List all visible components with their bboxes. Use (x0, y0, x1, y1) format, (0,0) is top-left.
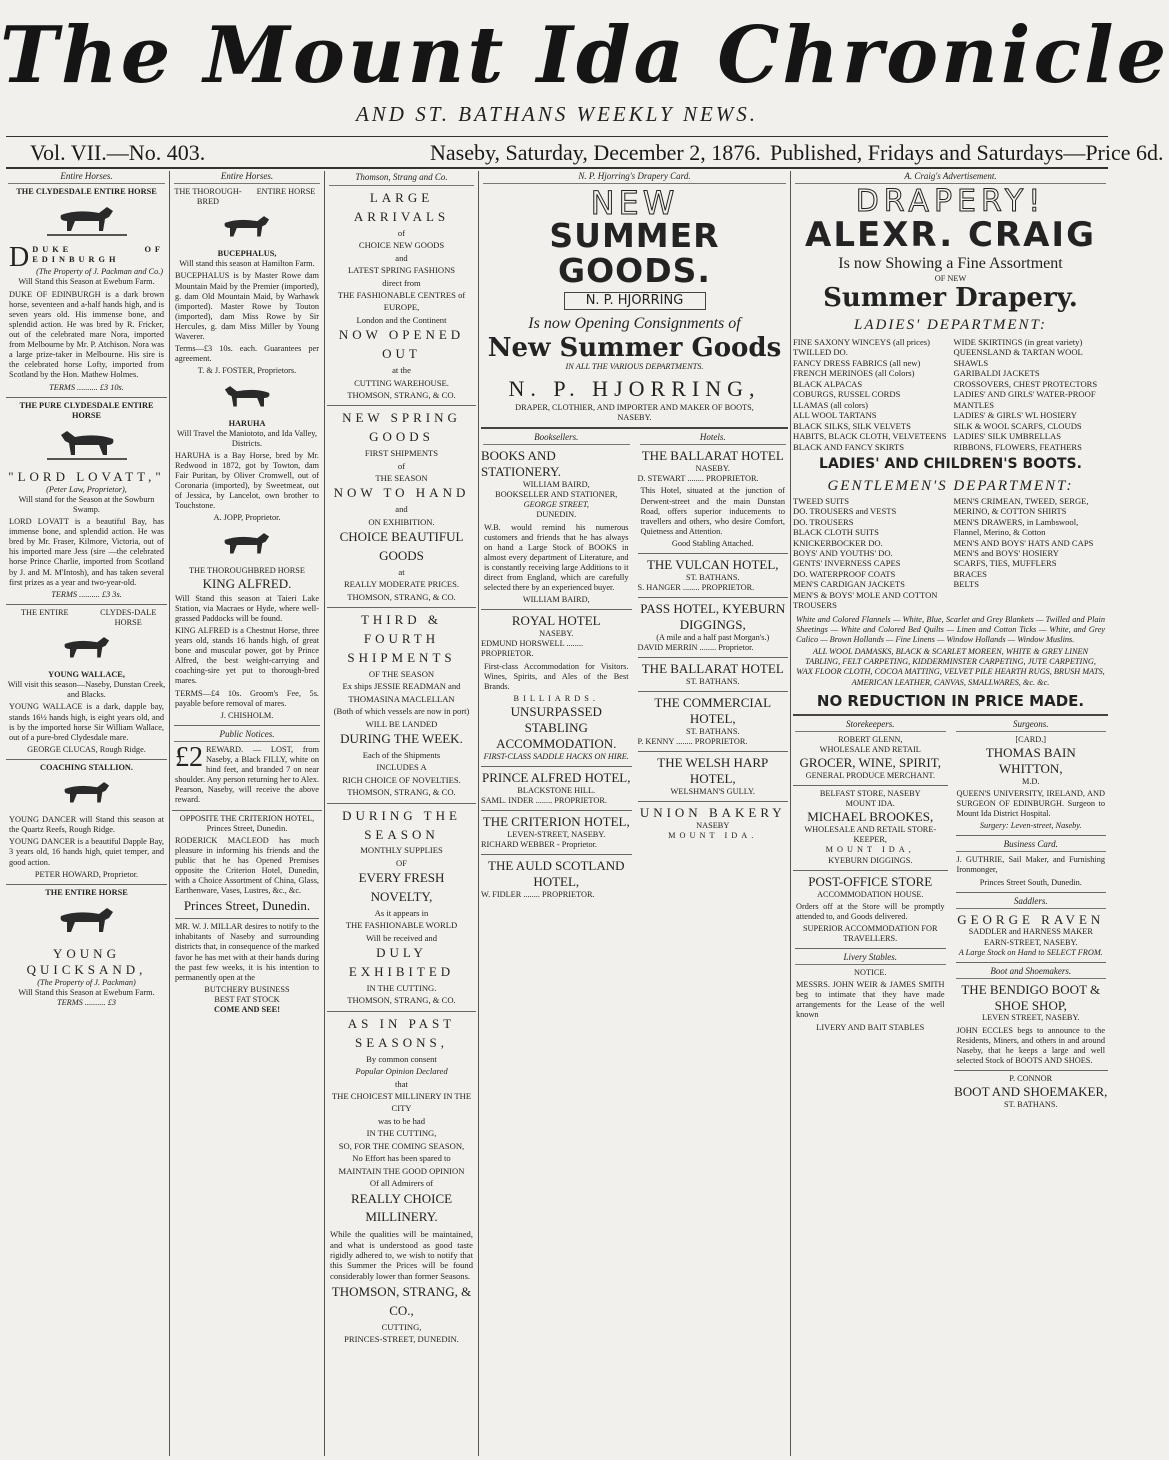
masthead-rule-bottom (6, 167, 1108, 169)
ad-owner: (Peter Law, Proprietor), (46, 484, 127, 494)
listing-town: NASEBY (696, 820, 730, 830)
horse-name: DUKE OF EDINBURGH (32, 245, 164, 265)
firm-name: THOMSON, STRANG, & CO., (331, 1283, 472, 1318)
horse-illustration (212, 528, 282, 562)
listing-line: UNSURPASSED STABLING ACCOMMODATION. (496, 704, 617, 751)
drapery-list-item: DO. TROUSERS (793, 516, 854, 527)
ad-line: Ex ships JESSIE READMAN and THOMASINA MACLELLAN (342, 681, 461, 704)
drapery-list-item: LADIES' SILK UMBRELLAS (953, 431, 1062, 442)
section-header: N. P. Hjorring's Drapery Card. (483, 171, 786, 184)
drapery-list-item: MEN'S and BOYS' HOSIERY (953, 548, 1060, 558)
flannels-list: White and Colored Flannels — White, Blue, Scarlet and Grey Blankets — Twilled and Plain Sheetings — White and Colored Bed Quilts — Linen and Cotton Ticks — White, and Grey Calico — Brown Hollands — Fine Linens — Window Hollands — Window Muslins. (796, 614, 1105, 645)
listing-line: M.D. (1021, 776, 1040, 786)
ad-line: was to be had (377, 1115, 425, 1126)
listing-head: POST-OFFICE STORE (793, 870, 948, 890)
listing-line: Good Stabling Attached. (671, 538, 754, 548)
listing-head: THE BALLARAT HOTEL (641, 448, 784, 464)
ad-line: WILL BE LANDED (365, 718, 438, 729)
column-5 (793, 171, 1108, 1456)
ad-line: THE CHOICEST MILLINERY IN THE CITY (331, 1090, 472, 1114)
ad-line: REALLY MODERATE PRICES. (343, 579, 460, 590)
listing-trade: BOOT AND SHOEMAKER, (954, 1084, 1108, 1100)
listing-head: BOOKS AND STATIONERY. (481, 448, 561, 480)
drapery-list-item: BELTS (953, 579, 979, 590)
ad-owner: (The Property of J. Packman) (37, 977, 136, 987)
listing-head: THE COMMERCIAL HOTEL, (638, 691, 789, 727)
listing-line: LIVERY AND BAIT STABLES (816, 1022, 925, 1032)
listing-town: NASEBY. (695, 464, 730, 474)
horse-name: HARUHA (228, 418, 266, 428)
listing-town: MOUNT IDA. (845, 799, 895, 809)
ad-signature: T. & J. FOSTER, Proprietors. (197, 366, 297, 376)
horse-name: YOUNG QUICKSAND, (26, 945, 147, 977)
listing-name: ROBERT GLENN, (838, 734, 903, 744)
listing-head: THE BENDIGO BOOT & SHOE SHOP, (961, 981, 1101, 1013)
ad-line: London and the Continent (356, 314, 447, 325)
ad-line: CHOICE BEAUTIFUL GOODS (339, 529, 464, 564)
drapery-list-item: DO. WATERPROOF COATS (793, 568, 896, 579)
ad-body: While the qualities will be maintained, and what is understood as good taste rigidly adhered to, we wish to notify that this Summer the Prices will be found considerably lower than former Seasons. (330, 1229, 473, 1281)
ad-line: By common consent (366, 1053, 437, 1064)
section-header: Boot and Shoemakers. (956, 962, 1107, 979)
drapery-list-item: MEN'S CARDIGAN JACKETS (793, 579, 905, 590)
drapery-list-item: MEN'S CRIMEAN, TWEED, SERGE, MERINO, & COTTON SHIRTS (953, 495, 1089, 517)
ad-lead: YOUNG DANCER will Stand this season at the Quartz Reefs, Rough Ridge. (9, 815, 164, 835)
notice-shop: BUTCHERY BUSINESS (204, 984, 290, 994)
ad-line: NOW OPENED OUT (338, 327, 465, 362)
listing-body: QUEEN'S UNIVERSITY, IRELAND, AND SURGEON OF EDINBURGH. Surgeon to Mount Ida District Hospital. (956, 788, 1105, 819)
banner-new: NEW (590, 183, 679, 222)
drapery-list-item: GARIBALDI JACKETS (953, 368, 1040, 379)
ad-owner: (The Property of J. Packman and Co.) (36, 267, 164, 277)
ad-terms: TERMS—£4 10s. Groom's Fee, 5s. payable before removal of mares. (175, 688, 319, 708)
listing-line: A Large Stock on Hand to SELECT FROM. (958, 947, 1103, 957)
ad-left-caption: THE ENTIRE (20, 607, 69, 617)
column-4 (481, 171, 788, 1456)
listing-trade: WHOLESALE AND RETAIL (819, 745, 921, 755)
listing-line: GENERAL PRODUCE MERCHANT. (805, 771, 935, 781)
listings-grid (793, 714, 1108, 1110)
dateline (0, 140, 1164, 168)
listing-town: WELSHMAN'S GULLY. (670, 786, 755, 796)
ad-line: Popular Opinion Declared (355, 1066, 448, 1077)
listing-proprietor: W. FIDLER ........ PROPRIETOR. (481, 889, 595, 899)
ad-line: of (397, 460, 406, 471)
ad-headline: NEW SPRING GOODS (327, 405, 476, 447)
listing-line: EARN-STREET, NASEBY. (984, 937, 1078, 947)
listing-proprietor: DAVID MERRIN ........ Proprietor. (637, 642, 754, 652)
listing-head: THE BALLARAT HOTEL (638, 657, 789, 677)
ad-body: YOUNG DANCER is a beautiful Dapple Bay, 3 years old, 16 hands high, quiet temper, and good action. (9, 837, 164, 867)
ad-stand: Will Stand this Season at Ewebum Farm. (18, 987, 155, 997)
listing-head: THE WELSH HARP HOTEL, (638, 751, 789, 787)
ad-line: MONTHLY SUPPLIES (360, 845, 443, 856)
column-rule (169, 171, 170, 1456)
ad-line: LATEST SPRING FASHIONS (347, 265, 456, 276)
listing-line: Surgery: Leven-street, Naseby. (979, 821, 1082, 831)
horse-illustration (212, 211, 282, 245)
horse-illustration (52, 632, 122, 666)
listing-body: MESSRS. JOHN WEIR & JAMES SMITH beg to intimate that they have made arrangements for the Lease of the well known (796, 980, 945, 1020)
publication-info: Published, Fridays and Saturdays—Price 6d. (770, 140, 1164, 165)
listing-proprietor: RICHARD WEBBER - Proprietor. (481, 839, 598, 849)
ad-line: ON EXHIBITION. (368, 516, 435, 527)
ad-stand: Will stand this season at Hamilton Farm. (179, 259, 315, 269)
section-header: Livery Stables. (795, 948, 946, 965)
section-header: Saddlers. (956, 892, 1107, 909)
notice-end: COME AND SEE! (214, 1005, 280, 1015)
notice-meat: BEST FAT STOCK (214, 995, 280, 1004)
drapery-list-item: CROSSOVERS, CHEST PROTECTORS (953, 378, 1098, 389)
ad-line: DURING THE WEEK. (340, 731, 463, 747)
ad-line: REALLY CHOICE MILLINERY. (350, 1190, 453, 1225)
listing-town: NASEBY. (539, 629, 574, 639)
listing-proprietor: S. HANGER ........ PROPRIETOR. (637, 583, 755, 593)
drapery-list-item: SCARFS, TIES, MUFFLERS (953, 558, 1057, 569)
listing-town: MOUNT IDA, (825, 845, 915, 855)
listing-head: BELFAST STORE, NASEBY (793, 785, 948, 799)
gents-list-right (954, 496, 1109, 611)
ad-terms: TERMS .......... £3 3s. (51, 589, 122, 599)
listing-town: KYEBURN DIGGINGS. (828, 855, 913, 865)
column-rule (790, 171, 791, 1456)
summer-drapery: Summer Drapery. (823, 282, 1078, 313)
listing-body: This Hotel, situated at the junction of Derwent-street and the main Dunstan Road, offers superior inducements to travellers and others, who desire Comfort, Quietness and Attention. (640, 486, 785, 536)
listing-signature: WILLIAM BAIRD, (522, 595, 590, 605)
gents-department: GENTLEMEN'S DEPARTMENT: (827, 478, 1074, 495)
drapery-list-item: BOYS' AND YOUTHS' DO. (793, 548, 893, 558)
section-header: Booksellers. (483, 432, 630, 445)
ad-line: (Both of which vessels are now in port) (333, 706, 470, 717)
listing-line: SUPERIOR ACCOMMODATION FOR TRAVELLERS. (802, 923, 938, 943)
ad-line: and (395, 252, 408, 263)
horse-illustration (212, 381, 282, 415)
ad-title: THE ENTIRE HORSE (6, 884, 167, 898)
drapery-list-item: BLACK CLOTH SUITS (793, 527, 879, 538)
horse-illustration (47, 201, 127, 241)
listing-line: GROCER, WINE, SPIRIT, (799, 755, 941, 771)
ad-line: As it appears in (374, 907, 429, 918)
ad-line: Will be received and (366, 932, 437, 943)
name-box: N. P. HJORRING (564, 292, 706, 310)
column-rule (324, 171, 325, 1456)
drapery-list-item: SILK & WOOL SCARFS, CLOUDS (953, 420, 1082, 431)
ad-line: of (397, 227, 406, 238)
section-header: Storekeepers. (795, 719, 946, 732)
ladies-lists (793, 337, 1108, 452)
ad-signature: A. JOPP, Proprietor. (213, 513, 281, 523)
firm-name: THOMSON, STRANG, & CO. (347, 995, 456, 1006)
ad-line: direct from (382, 277, 421, 288)
ad-title: THE CLYDESDALE ENTIRE HORSE (16, 186, 157, 196)
drapery-list-item: GENTS' INVERNESS CAPES (793, 558, 901, 569)
listing-proprietor: SAML. INDER ........ PROPRIETOR. (481, 795, 607, 805)
section-header: Thomson, Strang and Co. (329, 171, 474, 186)
notice-body: RODERICK MACLEOD has much pleasure in informing his friends and the public that he has Opened Premises opposite the Criterion Hotel, Dunedin, with a Choice Assortment of China, Glass, Earthenware, Vases, Lustres, &c., &c. (175, 835, 319, 896)
ad-signature: GEORGE CLUCAS, Rough Ridge. (27, 744, 146, 754)
ad-signature: PETER HOWARD, Proprietor. (34, 869, 139, 879)
listing-street: GEORGE STREET, (523, 500, 589, 510)
ad-line: SO, FOR THE COMING SEASON, (338, 1140, 465, 1151)
horse-illustration (47, 902, 127, 942)
listing-head: UNION BAKERY (638, 801, 789, 821)
ad-line: CUTTING, (381, 1321, 422, 1332)
listing-body: J. GUTHRIE, Sail Maker, and Furnishing Ironmonger, (956, 855, 1105, 875)
listing-line: Princes Street South, Dunedin. (979, 877, 1082, 887)
ad-body: BUCEPHALUS is by Master Rowe dam Mountain Maid by the Premier (imported), g. dam Old Mountain Maid, by Warhawk (imported). Master Rowe by Touton (imported), dam Miss Rowe by Sir Hercules, g. dam Miss Miller by Young Waverer. (175, 271, 319, 342)
drapery-list-item: BRACES (953, 568, 987, 579)
ad-header-pair (172, 187, 322, 207)
ad-headline: LARGE ARRIVALS (353, 190, 450, 224)
listing-body: Orders off at the Store will be promptly attended to, and Goods delivered. (796, 901, 945, 921)
listing-line: ACCOMMODATION HOUSE. (817, 889, 924, 899)
listing-name: THOMAS BAIN WHITTON, (985, 745, 1076, 776)
drapery-list-item: FINE SAXONY WINCEYS (all prices) (793, 336, 931, 347)
section-header: Entire Horses. (8, 171, 165, 184)
listing-name: P. CONNOR (954, 1070, 1109, 1084)
listing-head: PRINCE ALFRED HOTEL, (481, 766, 632, 786)
ad-terms: Terms—£3 10s. each. Guarantees per agreement. (175, 344, 319, 364)
volume-number: Vol. VII.—No. 403. (30, 140, 206, 165)
listing-line: [CARD.] (1015, 734, 1047, 744)
firm-name: THOMSON, STRANG, & CO. (347, 389, 456, 400)
ad-line: at the (392, 365, 411, 376)
ad-stand: Will Travel the Maniototo, and Ida Valley, Districts. (176, 428, 317, 448)
horse-name: KING ALFRED. (202, 575, 292, 591)
ad-line: at (398, 566, 405, 577)
ladies-list-right (954, 337, 1109, 452)
ad-headline: AS IN PAST SEASONS, (327, 1011, 476, 1053)
ad-body: LORD LOVATT is a beautiful Bay, has immense bone, and splendid action. He was bred by Mr. Fraser, Kilmore, Victoria, out of his imported mare Jess (sire —the celebrated horse Prince Charlie, imported from Scotland by J. and M. M'Intosh), and has taken several first prizes as a year and two-year-old. (9, 517, 164, 587)
drapery-list-item: KNICKERBOCKER DO. (793, 537, 883, 548)
masthead-rule-top (6, 136, 1108, 137)
listing-town: ST. BATHANS. (685, 676, 740, 686)
ad-line: RICH CHOICE OF NOVELTIES. (342, 774, 461, 785)
ad-line: THE FASHIONABLE WORLD (345, 920, 458, 931)
ad-line: FIRST SHIPMENTS (364, 448, 439, 459)
listing-head: THE CRITERION HOTEL, (481, 810, 632, 830)
gents-list-left (793, 496, 948, 611)
ad-title: THE THOROUGHBRED HORSE (188, 565, 305, 575)
ad-line: CHOICE NEW GOODS (358, 240, 445, 251)
listing-town: BLACKSTONE HILL. (517, 785, 596, 795)
ladies-list-left (793, 337, 948, 452)
ad-body: KING ALFRED is a Chestnut Horse, three years old, stands 16 hands high, of great bone and muscular power, got by Prince Alfred, the best weight-carrying and coaching-sire yet put to thorough-bred mares. (175, 625, 319, 686)
drapery-list-item: LADIES' & GIRLS' WL HOSIERY (953, 410, 1077, 421)
ad-stand: Will Stand this season at Taieri Lake Station, via Macraes or Hyde, where well-grassed Paddocks will be found. (175, 593, 319, 623)
listing-proprietor: D. STEWART ........ PROPRIETOR. (637, 474, 759, 484)
drapery-list-item: RIBBONS, FLOWERS, FEATHERS (953, 441, 1082, 452)
damasks-list: ALL WOOL DAMASKS, BLACK & SCARLET MOREEN, WHITE & GREY LINEN TABLING, FELT CARPETING, KIDDERMINSTER CARPETING, JUTE CARPETING, WAX FLOOR CLOTH, COCOA MATTING, VELVET PILE HEARTH RUGS, BRUSH MATS, AMERICAN LEATHER, CANVAS, SMALLWARES, &c. &c. (796, 647, 1105, 687)
ad-line: OF THE SEASON (368, 668, 435, 679)
drapery-list-item: QUEENSLAND & TARTAN WOOL SHAWLS (953, 347, 1083, 368)
issue-date: Naseby, Saturday, December 2, 1876. (430, 140, 761, 165)
listings-grid (481, 427, 788, 899)
ad-right-caption: CLYDES-DALE HORSE (100, 607, 157, 627)
ad-line: IN THE CUTTING, (366, 1128, 437, 1139)
drapery-list-item: DO. TROUSERS and VESTS (793, 506, 897, 517)
firm-name: THOMSON, STRANG, & CO. (347, 591, 456, 602)
ad-line: Of all Admirers of (369, 1178, 434, 1189)
departments: IN ALL THE VARIOUS DEPARTMENTS. (565, 362, 704, 372)
merchant-name: N. P. HJORRING, (508, 376, 761, 402)
horse-name: "LORD LOVATT," (8, 468, 165, 484)
ad-line: IN THE CUTTING. (366, 983, 437, 994)
ad-headline: DURING THE SEASON (327, 803, 476, 845)
notice-address: Princes Street, Dunedin. (183, 898, 311, 914)
ad-stand: Will stand for the Season at the Sowburn Swamp. (18, 494, 155, 514)
opening-line: Is now Opening Consignments of (528, 315, 741, 333)
ad-line: CUTTING WAREHOUSE. (354, 377, 449, 388)
listing-head: THE AULD SCOTLAND HOTEL, (481, 854, 632, 890)
notice-head: OPPOSITE THE CRITERION HOTEL, Princes Street, Dunedin. (172, 810, 322, 834)
drapery-list-item: FANCY DRESS FABRICS (all new) (793, 357, 921, 368)
of-new: OF NEW (934, 273, 967, 283)
ad-terms: TERMS .......... £3 (57, 997, 116, 1007)
listing-body: First-class Accommodation for Visitors. Wines, Spirits, and Ales of the Best Brands. (484, 661, 629, 691)
no-reduction: NO REDUCTION IN PRICE MADE. (816, 691, 1085, 710)
drapery-list-item: WIDE SKIRTINGS (in great variety) (953, 336, 1083, 347)
drapery-list-item: MEN'S AND BOYS' HATS AND CAPS (953, 537, 1094, 548)
drapery-list-item: LLAMAS (all colors) (793, 399, 868, 410)
drapery-list-item: BLACK SILKS, SILK VELVETS (793, 420, 911, 431)
ad-line: EVERY FRESH NOVELTY, (358, 870, 445, 905)
ad-line: THE SEASON (375, 473, 428, 483)
section-header: A. Craig's Advertisement. (795, 171, 1106, 184)
ad-headline: THIRD & FOURTH SHIPMENTS (327, 607, 476, 668)
drapery-list-item: LADIES' AND GIRLS' WATER-PROOF MANTLES (953, 389, 1096, 410)
column-1: Entire Horses. THE CLYDESDALE ENTIRE HORSE DDUKE OF EDINBURGH (The Property of J. Packman and Co.) Will Stand this Season at Ewebum Farm. DUKE OF EDINBURGH is a dark brown horse, seventeen and a-half hands high, and is seven years old. His immense bone, and splendid action. He was bred by R. Fricker, out of the celebrated mare Nora, imported from Melbourne by Mr. P. Atchison. Nora was a large prize-taker in Melbourne. His sire is the celebrated horse Lofty, imported from Scotland by the Hon. Mathew Holmes. TERMS .......... £3 10s. THE PURE CLYDESDALE ENTIRE HORSE "LORD LOVATT," (Peter Law, Proprietor), Will stand for the Season at the Sowburn Swamp. LORD LOVATT is a beautiful Bay, has immense bone, and splendid action. He was bred by Mr. Fraser, Kilmore, Victoria, out of his imported mare Jess (sire —the celebrated horse Prince Charlie, imported from Scotland by J. and M. M'Intosh), and has taken several first prizes as a year and two-year-old. TERMS .......... £3 3s. THE ENTIRE CLYDES-DALE HORSE YOUNG WALLACE, Will visit this season—Naseby, Dunstan Creek, and Blacks. YOUNG WALLACE is a dark, dapple bay, stands 16½ hands high, is eight years old, and is by the imported horse Sir William Wallace, out of a pure-bred Clydesdale mare. GEORGE CLUCAS, Rough Ridge. COACHING STALLION. YOUNG DANCER will Stand this season at the Quartz Reefs, Rough Ridge. YOUNG DANCER is a beautiful Dapple Bay, 3 years old, 16 hands high, quiet temper, and good action. PETER HOWARD, Proprietor. THE ENTIRE HORSE YOUNG QUICKSAND, (The Property of J. Packman) Will Stand this Season at Ewebum Farm. TERMS .......... £3 (7, 171, 166, 1007)
horse-name: BUCEPHALUS, (217, 249, 277, 259)
horse-illustration (52, 777, 122, 811)
ad-terms: TERMS .......... £3 10s. (49, 382, 124, 392)
ad-header-pair (6, 604, 167, 628)
notice-body: MR. W. J. MILLAR desires to notify to the inhabitants of Naseby and surrounding districts that, in consequence of the marked favor he has met with at their hands during the past few weeks, it is his intention to permanently open at the (175, 918, 319, 983)
newspaper-subtitle: AND ST. BATHANS WEEKLY NEWS. (355, 102, 759, 126)
ad-right-caption: ENTIRE HORSE (256, 186, 316, 196)
listing-head: THE VULCAN HOTEL, (638, 553, 789, 573)
merchant-town: NASEBY. (617, 413, 652, 423)
listing-town: LEVEN-STREET, NASEBY. (507, 829, 606, 839)
ad-body: DUKE OF EDINBURGH is a dark brown horse, seventeen and a-half hands high, and is seven years old. His immense bone, and splendid action. He was bred by R. Fricker, out of the celebrated mare Nora, imported from Melbourne by Mr. P. Atchison. Nora was a large prize-taker in Melbourne. His sire is the celebrated horse Lofty, imported from Scotland by the Hon. Mathew Holmes. (9, 289, 164, 380)
listing-proprietor: EDMUND HORSWELL ........ PROPRIETOR. (481, 639, 584, 659)
listing-proprietor: P. KENNY ........ PROPRIETOR. (637, 736, 748, 746)
listing-line: BILLIARDS. (513, 693, 599, 703)
section-header: Surgeons. (956, 719, 1107, 732)
listing-name: GEORGE RAVEN (957, 911, 1105, 927)
reward-amount: £2 (175, 741, 203, 773)
drapery-list-item: ALL WOOL TARTANS (793, 410, 877, 421)
listing-line: LEVEN STREET, NASEBY. (982, 1013, 1080, 1023)
ad-line: OF (396, 857, 407, 868)
section-header: Public Notices. (174, 725, 320, 742)
ad-line: No Effort has been spared to (352, 1153, 451, 1164)
drapery-list-item: BLACK ALPACAS (793, 378, 863, 389)
ad-stand: Will visit this season—Naseby, Dunstan Creek, and Blacks. (7, 680, 166, 700)
listing-name: MICHAEL BROOKES, (807, 809, 934, 825)
listing-town: DUNEDIN. (536, 510, 577, 520)
newspaper-title: The Mount Ida Chronicle (0, 10, 1169, 101)
listing-body: JOHN ECCLES begs to announce to the Residents, Miners, and others in and around Naseby, that he keeps a large and well selected Stock of BOOTS AND SHOES. (956, 1025, 1105, 1065)
notice-body: REWARD. — LOST, from Naseby, a Black FILLY, white on hind feet, and branded 7 on near shoulder. Any person returning her to Alex. Pearson, Naseby, will receive the above reward. (175, 744, 319, 805)
section-header: Entire Horses. (174, 171, 320, 184)
ad-body: HARUHA is a Bay Horse, bred by Mr. Redwood in 1872, got by Towton, dam Fair Puritan, by Oliver Cromwell, out of Coronaria (imported), by Sweetmeat, out of Jessica, by Lancelot, own brother to Touchstone. (175, 450, 319, 511)
showing-line: Is now Showing a Fine Assortment (838, 255, 1063, 273)
listing-body: W.B. would remind his numerous customers and friends that he has always on hand a Large Stock of BOOKS in almost every department of Literature, and is constantly receiving large Additions to it direct from England, which are carefully selected there by an experienced buyer. (484, 522, 629, 593)
ad-line: PRINCES-STREET, DUNEDIN. (344, 1334, 459, 1344)
ad-left-caption: THE THOROUGH-BRED (174, 186, 242, 207)
column-rule (478, 171, 479, 1456)
drapery-list-item: TWILLED DO. (793, 347, 848, 358)
listing-town: ST. BATHANS. (685, 726, 740, 736)
listing-trade: WHOLESALE AND RETAIL STORE-KEEPER, (804, 825, 937, 845)
horse-illustration (47, 425, 127, 465)
ad-title: THE PURE CLYDESDALE ENTIRE HORSE (6, 397, 167, 421)
ad-line: INCLUDES A (376, 762, 427, 773)
horse-name: YOUNG WALLACE, (48, 670, 125, 680)
drapery-list-item: MEN'S DRAWERS, in Lambswool, Flannel, Merino, & Cotton (953, 516, 1079, 538)
ad-line: THE FASHIONABLE CENTRES of EUROPE, (337, 290, 466, 313)
new-summer-goods: New Summer Goods (487, 332, 782, 363)
ad-stand: Will Stand this Season at Ewebum Farm. (18, 277, 155, 287)
drapery-list-item: TWEED SUITS (793, 495, 850, 506)
listing-line: (A mile and a half past Morgan's.) (656, 632, 770, 642)
ad-line: Each of the Shipments (362, 749, 441, 760)
banner-summer-goods: SUMMER GOODS. (549, 215, 720, 290)
ad-line: DULY EXHIBITED (348, 945, 455, 980)
listing-head: PASS HOTEL, KYEBURN DIGGINGS, (638, 597, 789, 633)
ad-signature: J. CHISHOLM. (220, 710, 274, 720)
column-3 (327, 171, 476, 1456)
listing-line: NOTICE. (854, 968, 887, 978)
listing-town: ST. BATHANS. (1003, 1099, 1058, 1109)
merchant-name: ALEXR. CRAIG (805, 214, 1096, 255)
ad-line: NOW TO HAND (333, 485, 470, 501)
listing-trade: BOOKSELLER AND STATIONER, (495, 490, 618, 500)
ad-title: COACHING STALLION. (6, 759, 167, 773)
section-header: Business Card. (956, 835, 1107, 852)
section-header: Hotels. (640, 432, 787, 445)
listing-town: ST. BATHANS. (685, 572, 740, 582)
ad-body: YOUNG WALLACE is a dark, dapple bay, stands 16½ hands high, is eight years old, and is by the imported horse Sir William Wallace, out of a pure-bred Clydesdale mare. (9, 702, 164, 742)
drapery-list-item: FRENCH MERINOES (all Colors) (793, 368, 915, 379)
firm-name: THOMSON, STRANG, & CO. (347, 787, 456, 798)
gents-lists (793, 496, 1108, 611)
listing-town: MOUNT IDA. (668, 830, 758, 840)
drapery-list-item: MEN'S & BOYS' MOLE AND COTTON TROUSERS (793, 589, 938, 611)
masthead (0, 0, 1169, 150)
ad-line: and (395, 504, 408, 515)
drapery-list-item: BLACK AND FANCY SKIRTS (793, 441, 904, 452)
banner-drapery: DRAPERY! (855, 183, 1046, 219)
ad-line: that (395, 1078, 408, 1089)
drapery-list-item: COBURGS, RUSSEL CORDS (793, 389, 901, 400)
drapery-list-item: HABITS, BLACK CLOTH, VELVETEENS (793, 431, 947, 442)
listing-name: WILLIAM BAIRD, (522, 480, 590, 490)
listing-head: ROYAL HOTEL (481, 609, 632, 629)
column-2 (172, 171, 322, 1456)
ad-line: MAINTAIN THE GOOD OPINION (338, 1165, 465, 1176)
listing-trade: SADDLER and HARNESS MAKER (968, 927, 1093, 937)
listing-line: FIRST-CLASS SADDLE HACKS ON HIRE. (483, 751, 629, 761)
merchant-trade: DRAPER, CLOTHIER, AND IMPORTER AND MAKER OF BOOTS, (515, 403, 754, 413)
ladies-department: LADIES' DEPARTMENT: (853, 316, 1048, 333)
boots-line: LADIES' AND CHILDREN'S BOOTS. (819, 456, 1082, 473)
